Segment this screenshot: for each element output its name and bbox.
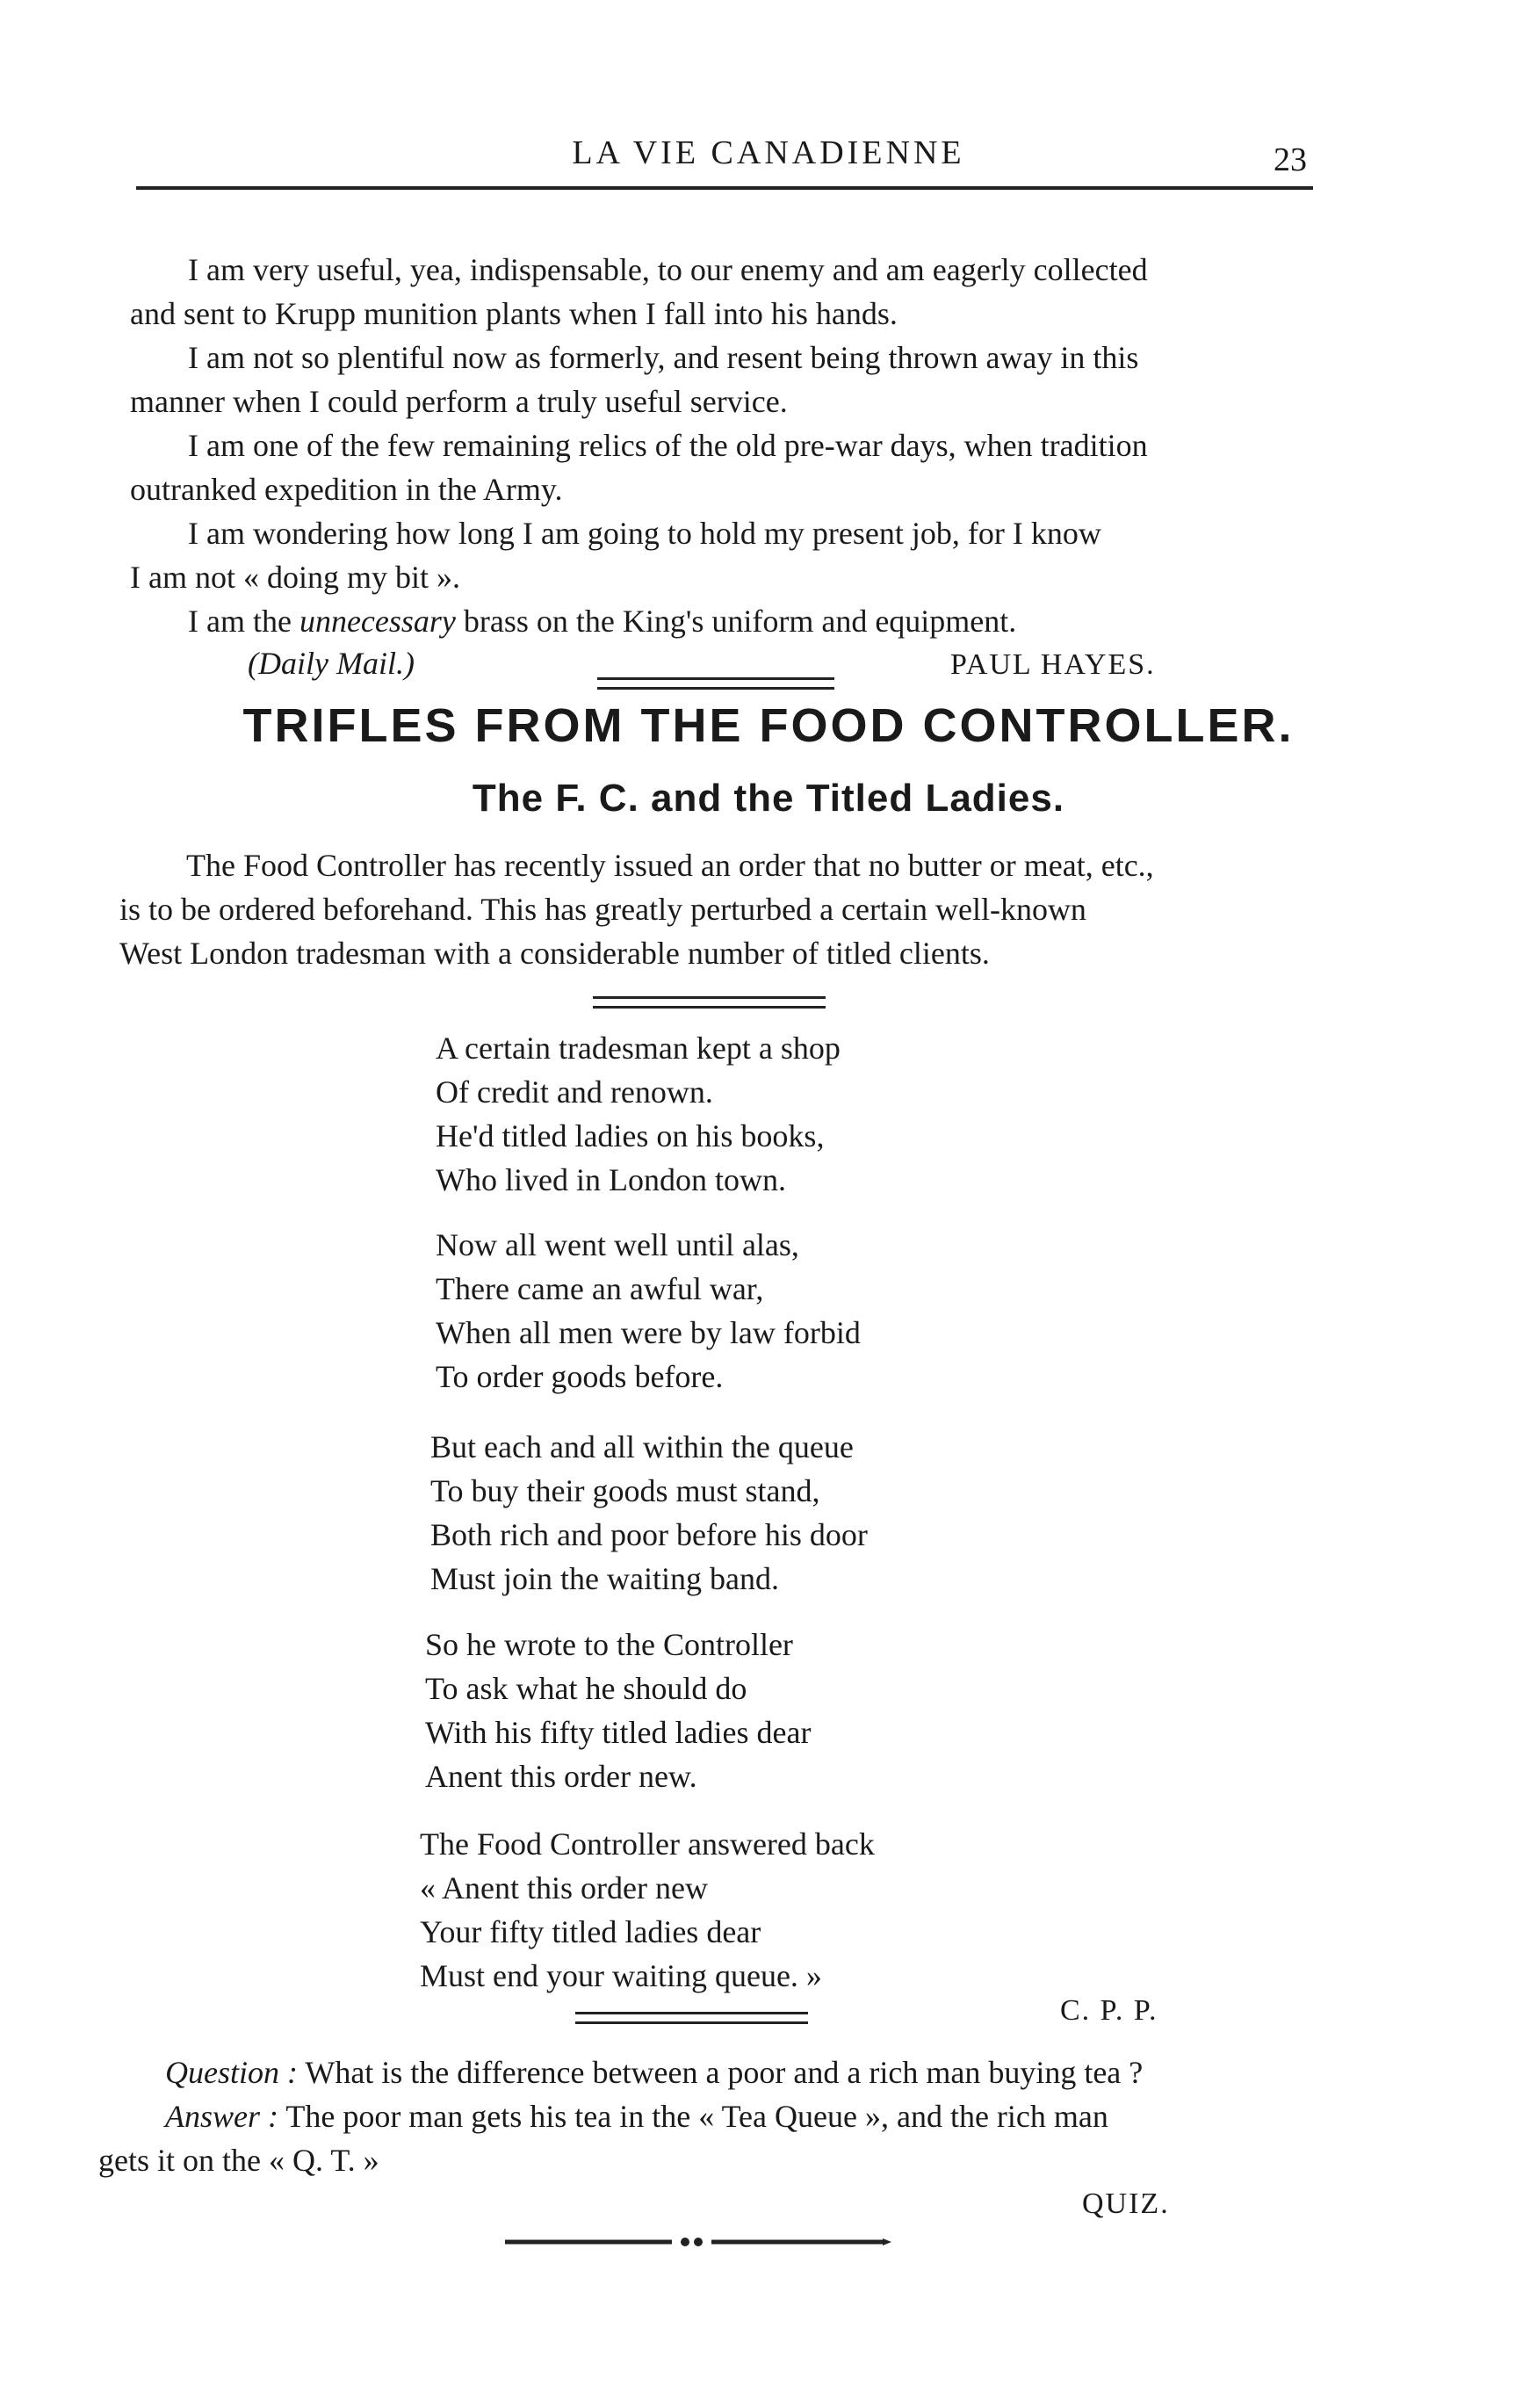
author-signature: QUIZ. xyxy=(1082,2187,1170,2220)
section-divider xyxy=(597,677,834,690)
brass-paragraph-4 xyxy=(130,511,1101,599)
poem-line: To order goods before. xyxy=(436,1359,724,1394)
article-subtitle: The F. C. and the Titled Ladies. xyxy=(472,777,1065,820)
author-signature: PAUL HAYES. xyxy=(950,648,1156,681)
poem-line: Must end your waiting queue. » xyxy=(420,1958,822,1993)
source-credit: (Daily Mail.) xyxy=(248,646,415,681)
poem-line: There came an awful war, xyxy=(436,1271,764,1306)
text-line: I am wondering how long I am going to hold my present job, for I know xyxy=(188,516,1101,551)
answer-label: Answer : xyxy=(165,2099,278,2134)
poem-line: He'd titled ladies on his books, xyxy=(436,1118,825,1153)
brass-paragraph-3 xyxy=(130,423,1148,511)
text-line: I am one of the few remaining relics of the old pre-war days, when tradition xyxy=(188,428,1148,463)
riddle-answer-cont: gets it on the « Q. T. » xyxy=(98,2143,379,2178)
riddle-answer xyxy=(165,2094,1108,2138)
section-divider xyxy=(593,996,826,1009)
text-line: The Food Controller has recently issued an order that no butter or meat, etc., xyxy=(186,848,1154,883)
brass-paragraph-2 xyxy=(130,336,1138,423)
poem-line: Anent this order new. xyxy=(425,1759,697,1794)
closing-ornament xyxy=(505,2233,891,2251)
poem-stanza-1 xyxy=(436,1026,841,1202)
question-label: Question : xyxy=(165,2055,298,2090)
poem-line: Your fifty titled ladies dear xyxy=(420,1914,761,1949)
running-head: LA VIE CANADIENNE xyxy=(572,134,965,171)
question-text: What is the difference between a poor and a rich man buying tea ? xyxy=(297,2055,1144,2090)
poem-line: So he wrote to the Controller xyxy=(425,1627,793,1662)
text-line: brass on the King's uniform and equipment. xyxy=(455,604,1017,639)
poem-line: To buy their goods must stand, xyxy=(430,1473,820,1508)
text-line: outranked expedition in the Army. xyxy=(130,472,563,507)
text-line: I am not so plentiful now as formerly, and resent being thrown away in this xyxy=(188,340,1139,375)
poem-line: Of credit and renown. xyxy=(436,1074,713,1110)
poem-stanza-5 xyxy=(420,1822,875,1998)
riddle-question xyxy=(165,2050,1143,2094)
poem-line: « Anent this order new xyxy=(420,1870,708,1905)
poem-line: A certain tradesman kept a shop xyxy=(436,1030,841,1066)
poem-line: Must join the waiting band. xyxy=(430,1561,779,1596)
header-rule xyxy=(136,186,1313,190)
poem-line: With his fifty titled ladies dear xyxy=(425,1715,812,1750)
text-line: manner when I could perform a truly useful service. xyxy=(130,384,788,419)
intro-paragraph xyxy=(119,843,1154,975)
author-signature: C. P. P. xyxy=(1060,1994,1158,2027)
article-title: TRIFLES FROM THE FOOD CONTROLLER. xyxy=(242,699,1295,752)
poem-line: To ask what he should do xyxy=(425,1671,747,1706)
poem-stanza-3 xyxy=(430,1425,868,1601)
text-line: I am not « doing my bit ». xyxy=(130,560,460,595)
poem-stanza-2 xyxy=(436,1223,861,1399)
italic-word: unnecessary xyxy=(299,604,456,639)
poem-line: The Food Controller answered back xyxy=(420,1826,875,1862)
text-line: and sent to Krupp munition plants when I fall into his hands. xyxy=(130,296,898,331)
poem-line: But each and all within the queue xyxy=(430,1429,854,1464)
page-number: 23 xyxy=(1274,141,1307,178)
poem-line: Who lived in London town. xyxy=(436,1162,786,1197)
section-divider xyxy=(575,2012,808,2024)
text-line: I am very useful, yea, indispensable, to our enemy and am eagerly collected xyxy=(188,252,1148,287)
text-line: is to be ordered beforehand. This has greatly perturbed a certain well-known xyxy=(119,892,1086,927)
poem-stanza-4 xyxy=(425,1623,811,1798)
brass-paragraph-1 xyxy=(130,248,1148,336)
brass-paragraph-5 xyxy=(130,599,1016,643)
poem-line: Now all went well until alas, xyxy=(436,1227,799,1262)
answer-text: The poor man gets his tea in the « Tea Queue », and the rich man xyxy=(278,2099,1108,2134)
text-line: I am the xyxy=(188,604,299,639)
poem-line: When all men were by law forbid xyxy=(436,1315,861,1350)
poem-line: Both rich and poor before his door xyxy=(430,1517,868,1552)
text-line: West London tradesman with a considerable number of titled clients. xyxy=(119,936,990,971)
